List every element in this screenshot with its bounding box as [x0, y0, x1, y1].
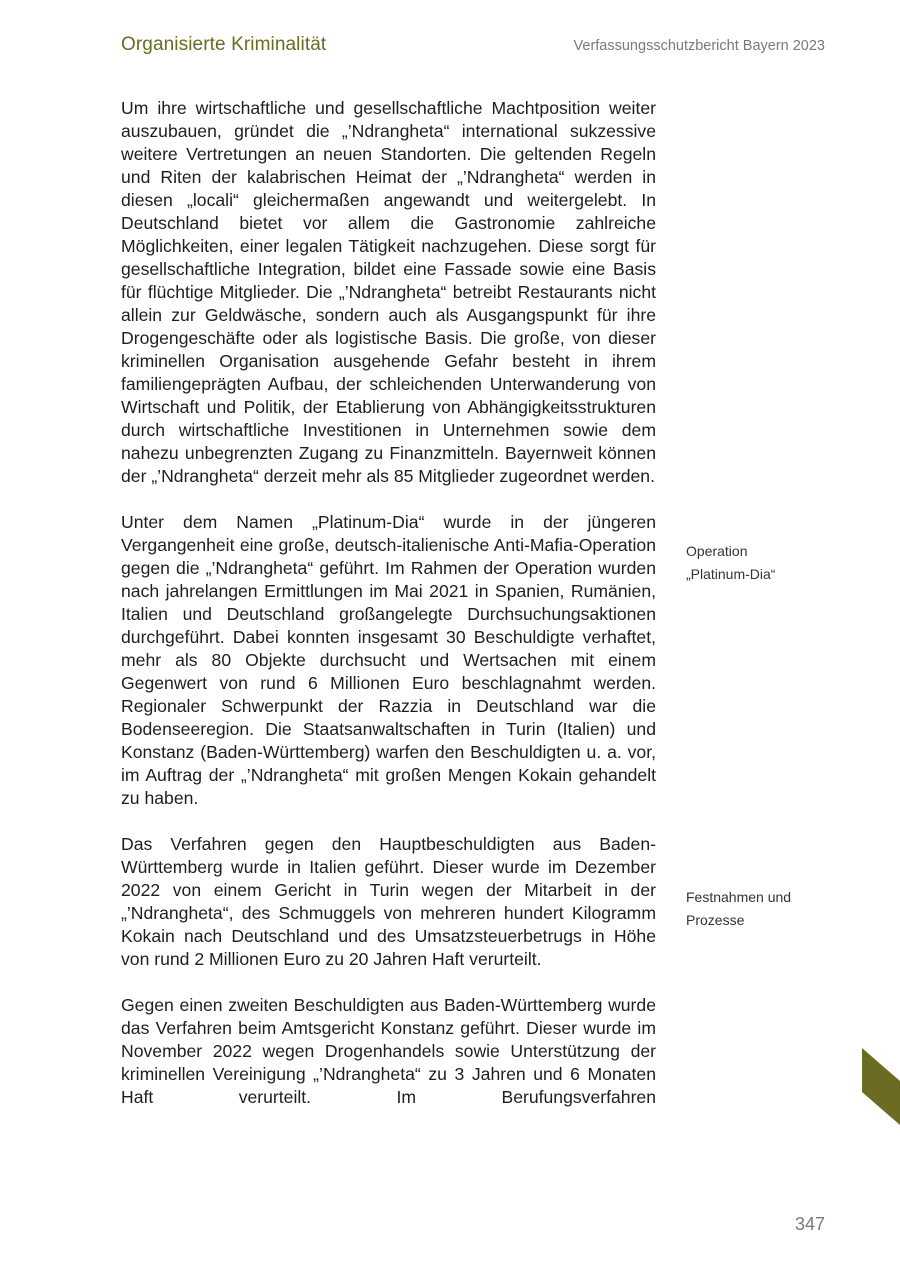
- margin-note-platinum-dia: [686, 540, 775, 586]
- margin-note-line: Prozesse: [686, 912, 745, 928]
- page-number: 347: [794, 1214, 825, 1234]
- paragraph-main-accused: Das Verfahren gegen den Hauptbeschuldigten aus Baden-Württemberg wurde in Italien geführt. Dieser wurde im Dezember 2022 von einem Gericht in Turin wegen der Mitarbeit in der „’Ndrangheta“, des Schmuggels von mehreren hundert Kilogramm Kokain nach Deutschland und des Umsatzsteuerbetrugs in Höhe von rund 2 Millionen Euro zu 20 Jahren Haft verurteilt.: [121, 834, 656, 969]
- paragraph-ndrangheta-expansion: Um ihre wirtschaftliche und gesellschaftliche Machtposition weiter auszubauen, gründet die „’Ndrangheta“ international sukzessive weitere Vertretungen an neuen Standorten. Die geltenden Regeln und Riten der kalabrischen Heimat der „’Ndrangheta“ werden in diesen „locali“ gleichermaßen angewandt und weitergelebt. In Deutschland bietet vor allem die Gastronomie zahlreiche Möglichkeiten, einer legalen Tätigkeit nachzugehen. Diese sorgt für gesellschaftliche Integration, bildet eine Fassade sowie eine Basis für flüchtige Mitglieder. Die „’Ndrangheta“ betreibt Restaurants nicht allein zur Geldwäsche, sondern auch als Ausgangspunkt für ihre Drogengeschäfte oder als logistische Basis. Die große, von dieser kriminellen Organisation ausgehende Gefahr besteht in ihrem familiengeprägten Aufbau, der schleichenden Unterwanderung von Wirtschaft und Politik, der Etablierung von Abhängigkeitsstrukturen durch wirtschaftliche Investitionen in Unternehmen sowie dem nahezu unbegrenzten Zugang zu Finanzmitteln. Bayernweit können der „’Ndrangheta“ derzeit mehr als 85 Mitglieder zugeordnet werden.: [121, 98, 656, 486]
- margin-note-line: „Platinum-Dia“: [686, 566, 776, 582]
- margin-note-festnahmen: [686, 886, 791, 932]
- paragraph-platinum-dia: Unter dem Namen „Platinum-Dia“ wurde in der jüngeren Vergangenheit eine große, deutsch-italienische Anti-Mafia-Operation gegen die „’Ndrangheta“ geführt. Im Rahmen der Operation wurden nach jahrelangen Ermittlungen im Mai 2021 in Spanien, Rumänien, Italien und Deutschland großangelegte Durchsuchungsaktionen durchgeführt. Dabei konnten insgesamt 30 Beschuldigte verhaftet, mehr als 80 Objekte durchsucht und Wertsachen mit einem Gegenwert von rund 6 Millionen Euro beschlagnahmt werden. Regionaler Schwerpunkt der Razzia in Deutschland war die Bodenseeregion. Die Staatsanwaltschaften in Turin (Italien) und Konstanz (Baden-Württemberg) warfen den Beschuldigten u. a. vor, im Auftrag der „’Ndrangheta“ mit großen Mengen Kokain gehandelt zu haben.: [121, 512, 656, 808]
- margin-note-line: Operation: [686, 543, 748, 559]
- chapter-thumb-tab: [862, 1048, 900, 1125]
- section-title: Organisierte Kriminalität: [121, 34, 327, 55]
- thumb-tab-shape: [862, 1048, 900, 1125]
- main-text-column: [121, 97, 656, 1132]
- margin-note-line: Festnahmen und: [686, 889, 792, 905]
- report-title: Verfassungsschutzbericht Bayern 2023: [573, 38, 825, 54]
- paragraph-second-accused: Gegen einen zweiten Beschuldigten aus Baden-Württemberg wurde das Verfahren beim Amtsgericht Konstanz geführt. Dieser wurde im November 2022 wegen Drogenhandels sowie Unterstützung der kriminellen Vereinigung „’Ndrangheta“ zu 3 Jahren und 6 Monaten Haft verurteilt. Im Berufungsverfahren: [121, 995, 656, 1107]
